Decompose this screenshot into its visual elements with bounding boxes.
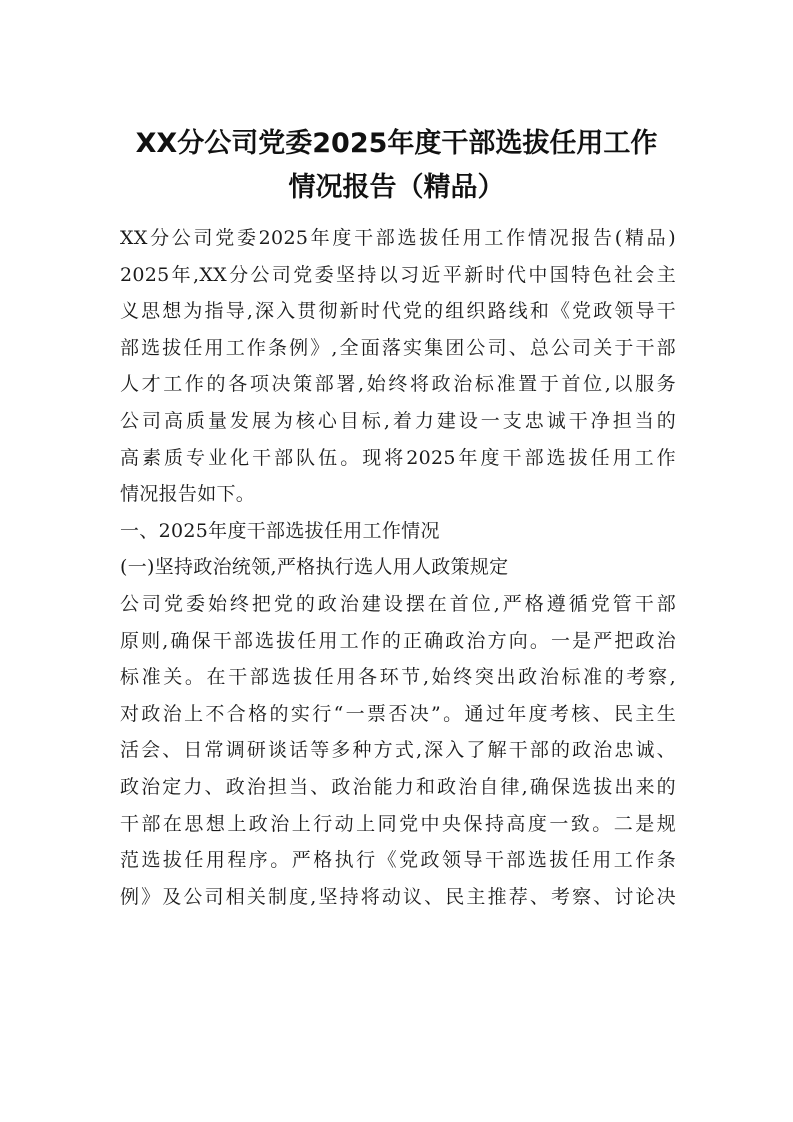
body-line: 活会、日常调研谈话等多种方式,深入了解干部的政治忠诚、 (120, 739, 676, 762)
body-line: 高素质专业化干部队伍。现将2025年度干部选拔任用工作 (120, 446, 676, 469)
body-line: 2025年,XX分公司党委坚持以习近平新时代中国特色社会主 (120, 263, 676, 286)
body-line: 公司党委始终把党的政治建设摆在首位,严格遵循党管干部 (120, 592, 676, 615)
document-body (120, 220, 676, 1060)
body-line: 标准关。在干部选拔任用各环节,始终突出政治标准的考察, (120, 666, 676, 689)
body-line: 部选拔任用工作条例》,全面落实集团公司、总公司关于干部 (120, 336, 676, 359)
body-line: 对政治上不合格的实行“一票否决”。通过年度考核、民主生 (120, 702, 676, 725)
body-line: XX分公司党委2025年度干部选拔任用工作情况报告(精品) (120, 227, 676, 249)
body-line: 政治定力、政治担当、政治能力和政治自律,确保选拔出来的 (120, 775, 676, 798)
body-line: 公司高质量发展为核心目标,着力建设一支忠诚干净担当的 (120, 409, 676, 432)
body-line: 义思想为指导,深入贯彻新时代党的组织路线和《党政领导干 (120, 300, 676, 323)
body-line: 原则,确保干部选拔任用工作的正确政治方向。一是严把政治 (120, 629, 676, 652)
document-title-line-2: 情况报告（精品） (288, 172, 505, 203)
body-line: 人才工作的各项决策部署,始终将政治标准置于首位,以服务 (120, 373, 676, 396)
body-line: 范选拔任用程序。严格执行《党政领导干部选拔任用工作条 (120, 849, 676, 872)
subsection-heading: (一)坚持政治统领,严格执行选人用人政策规定 (120, 556, 509, 579)
document-title-line-1: XX分公司党委2025年度干部选拔任用工作 (135, 128, 658, 159)
body-line: 例》及公司相关制度,坚持将动议、民主推荐、考察、讨论决 (120, 885, 676, 908)
section-heading: 一、2025年度干部选拔任用工作情况 (120, 519, 440, 542)
body-line: 情况报告如下。 (120, 483, 256, 506)
body-line: 干部在思想上政治上行动上同党中央保持高度一致。二是规 (120, 812, 676, 835)
